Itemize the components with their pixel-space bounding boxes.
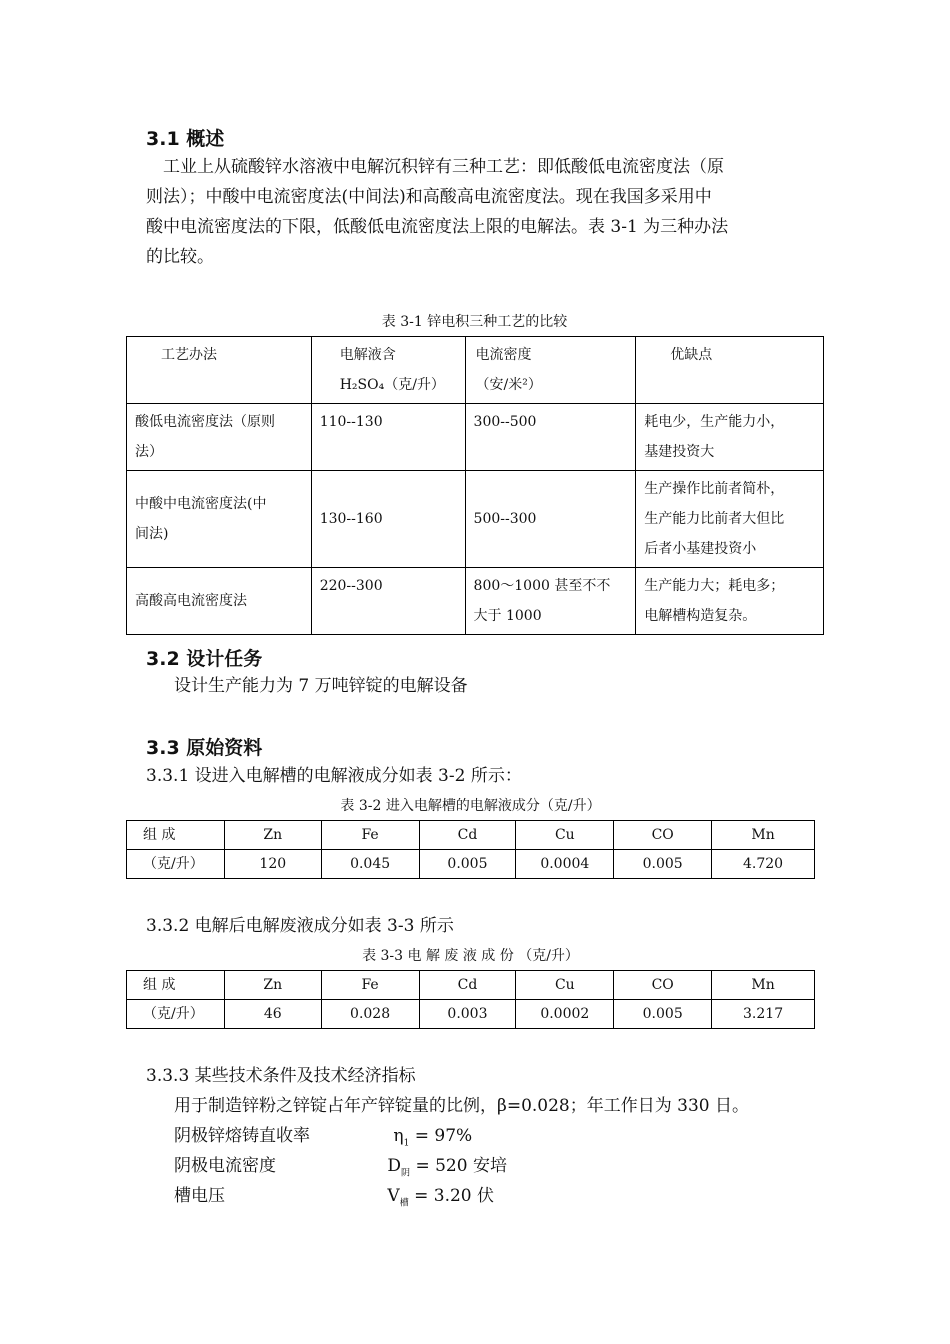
notes-cell [636,568,824,635]
value-cell: 0.005 [419,850,516,879]
header-line: （安/米²） [475,377,542,393]
cell-line: 间法) [135,526,169,542]
param-row [174,1181,494,1218]
method-cell [127,404,312,471]
header-line: 电解液含 [339,347,396,363]
section-3-3-heading: 3.3 原始资料 [146,737,263,759]
cell-line: 大于 1000 [473,608,542,624]
header-cell: 组 成 [127,971,225,1000]
header-cell: Fe [321,971,419,1000]
section-3-2-text: 设计生产能力为 7 万吨锌锭的电解设备 [174,676,468,696]
cell-line: 后者小基建投资小 [644,541,757,557]
cell-line: 基建投资大 [644,444,715,460]
header-cell [465,337,636,404]
cell-line: 电解槽构造复杂。 [644,608,757,624]
param-label: 槽电压 [174,1186,225,1206]
cell-line: 中酸中电流密度法(中 [135,496,267,512]
header-line: H₂SO₄（克/升） [339,377,445,393]
section-3-1-heading: 3.1 概述 [146,128,225,150]
table-3-1 [126,336,824,635]
cell-line: 法） [135,444,163,460]
header-cell [311,337,465,404]
header-cell: Zn [224,971,321,1000]
table-row [127,850,815,879]
value-cell: 0.005 [614,1000,712,1029]
param-subscript: 1 [403,1138,410,1149]
header-cell: Zn [224,821,321,850]
header-cell: Cd [419,971,516,1000]
table-3-2 [126,820,815,879]
density-cell: 500--300 [465,471,636,568]
header-cell: Cu [516,971,614,1000]
subsection-3-3-3: 3.3.3 某些技术条件及技术经济指标 [146,1066,416,1086]
cell-line: 生产能力大；耗电多； [644,578,785,594]
param-subscript: 阴 [401,1168,411,1179]
header-cell: 工艺办法 [127,337,312,404]
header-cell: 组 成 [127,821,225,850]
value-cell: 120 [224,850,321,879]
param-symbol: D [387,1156,402,1176]
param-symbol: V [387,1186,400,1206]
param-label: 阴极电流密度 [174,1156,276,1176]
value-cell: 46 [224,1000,321,1029]
table-header-row [127,971,815,1000]
cell-line: 耗电少，生产能力小， [644,414,785,430]
param-value: = 97% [414,1126,473,1146]
section-3-1-paragraph [146,152,816,272]
table-row [127,1000,815,1029]
value-cell: （克/升） [127,1000,225,1029]
cell-line: 酸低电流密度法（原则 [135,414,275,430]
table-row [127,471,824,568]
param-subscript: 槽 [399,1198,409,1209]
density-cell: 300--500 [465,404,636,471]
method-cell [127,471,312,568]
subsection-3-3-2: 3.3.2 电解后电解废液成分如表 3-3 所示 [146,916,454,936]
table-row [127,568,824,635]
cell-line: 生产能力比前者大但比 [644,511,785,527]
table-3-3-caption: 表 3-3 电 解 废 液 成 份 （克/升） [362,948,579,964]
acid-cell: 220--300 [311,568,465,635]
value-cell: 0.0004 [516,850,614,879]
header-cell: Mn [712,821,815,850]
subsection-3-3-1: 3.3.1 设进入电解槽的电解液成分如表 3-2 所示： [146,766,522,786]
table-header-row [127,821,815,850]
header-cell: 优缺点 [636,337,824,404]
value-cell: 4.720 [712,850,815,879]
cell-line: 生产操作比前者简朴， [644,481,785,497]
value-cell: 0.003 [419,1000,516,1029]
value-cell: 0.045 [321,850,419,879]
value-cell: 0.005 [614,850,712,879]
paragraph-line: 工业上从硫酸锌水溶液中电解沉积锌有三种工艺：即低酸低电流密度法（原 [163,157,724,177]
section-3-2-heading: 3.2 设计任务 [146,648,263,670]
cell-line: 800～1000 甚至不不 [473,578,611,594]
header-cell: Fe [321,821,419,850]
table-3-2-caption: 表 3-2 进入电解槽的电解液成分（克/升） [340,798,601,814]
notes-cell [636,471,824,568]
ratio-line: 用于制造锌粉之锌锭占年产锌锭量的比例，β=0.028；年工作日为 330 日。 [174,1096,749,1116]
table-row [127,404,824,471]
table-3-1-caption: 表 3-1 锌电积三种工艺的比较 [381,314,568,330]
header-cell: Cd [419,821,516,850]
table-header-row [127,337,824,404]
param-label: 阴极锌熔铸直收率 [174,1126,310,1146]
notes-cell [636,404,824,471]
param-value: = 3.20 伏 [414,1186,495,1206]
paragraph-line: 酸中电流密度法的下限，低酸低电流密度法上限的电解法。表 3-1 为三种办法 [146,217,729,237]
header-cell: Cu [516,821,614,850]
table-3-3 [126,970,815,1029]
acid-cell: 130--160 [311,471,465,568]
value-cell: 0.0002 [516,1000,614,1029]
acid-cell: 110--130 [311,404,465,471]
value-cell: （克/升） [127,850,225,879]
value-cell: 3.217 [712,1000,815,1029]
header-cell: CO [614,821,712,850]
value-cell: 0.028 [321,1000,419,1029]
param-symbol: η [393,1126,404,1146]
density-cell [465,568,636,635]
param-value: = 520 安培 [415,1156,507,1176]
paragraph-line: 的比较。 [146,247,214,267]
header-cell: Mn [712,971,815,1000]
paragraph-line: 则法）；中酸中电流密度法(中间法)和高酸高电流密度法。现在我国多采用中 [146,187,712,207]
method-cell: 高酸高电流密度法 [127,568,312,635]
header-cell: CO [614,971,712,1000]
header-line: 电流密度 [475,347,532,363]
